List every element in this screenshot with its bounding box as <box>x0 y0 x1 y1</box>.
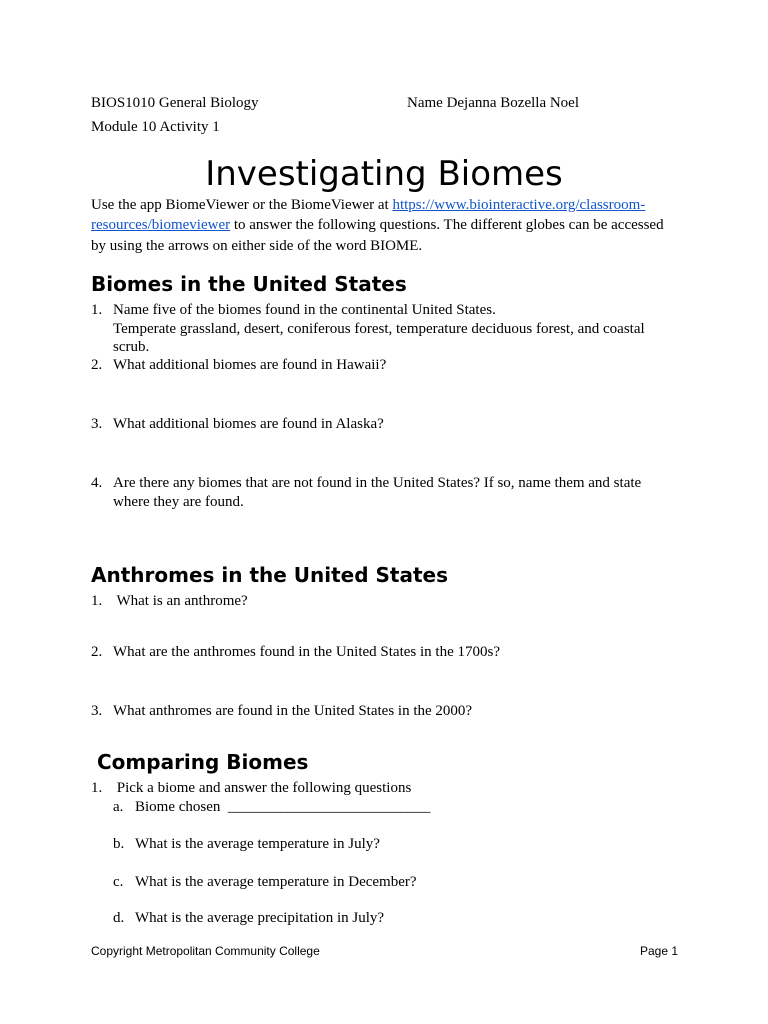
list-number: 1. <box>91 780 103 796</box>
question-text: Are there any biomes that are not found in the United States? If so, name them and state <box>113 475 642 491</box>
answer-text: Temperate grassland, desert, coniferous forest, temperature deciduous forest, and coastal <box>113 321 645 337</box>
question-text: What additional biomes are found in Alaska? <box>113 416 384 432</box>
list-number: 1. <box>91 593 103 609</box>
student-name: Name Dejanna Bozella Noel <box>407 95 580 111</box>
question-text: What is an anthrome? <box>113 593 248 609</box>
biomeviewer-link-cont[interactable]: resources/biomeviewer <box>91 217 231 233</box>
sub-question-text: What is the average temperature in December? <box>135 874 417 890</box>
list-number: 2. <box>91 357 103 373</box>
list-number: 1. <box>91 302 103 318</box>
intro-line-2 <box>91 216 681 235</box>
answer-text: scrub. <box>113 339 150 355</box>
footer-copyright: Copyright Metropolitan Community College <box>91 944 320 958</box>
list-number: 2. <box>91 644 103 660</box>
section-heading-comparing: Comparing Biomes <box>97 750 309 774</box>
question-text: What are the anthromes found in the United States in the 1700s? <box>113 644 500 660</box>
module-label: Module 10 Activity 1 <box>91 119 220 135</box>
sub-question-text: What is the average precipitation in July? <box>135 910 385 926</box>
sub-letter: a. <box>113 799 124 815</box>
section-heading-biomes: Biomes in the United States <box>91 272 407 296</box>
section-heading-anthromes: Anthromes in the United States <box>91 563 449 587</box>
sub-question-text: What is the average temperature in July? <box>135 836 380 852</box>
sub-question-text: Biome chosen ___________________________ <box>135 799 431 815</box>
sub-letter: b. <box>113 836 125 852</box>
question-text: What anthromes are found in the United States in the 2000? <box>113 703 473 719</box>
list-number: 4. <box>91 475 103 491</box>
intro-text: Use the app BiomeViewer or the BiomeViewer at <box>91 197 393 213</box>
footer-page-number: Page 1 <box>640 944 679 958</box>
list-number: 3. <box>91 416 103 432</box>
biomeviewer-link[interactable]: https://www.biointeractive.org/classroom- <box>392 197 646 213</box>
question-text: What additional biomes are found in Hawaii? <box>113 357 387 373</box>
list-number: 3. <box>91 703 103 719</box>
intro-line-1 <box>91 196 681 215</box>
intro-line-3: by using the arrows on either side of the word BIOME. <box>91 238 423 254</box>
sub-letter: c. <box>113 874 124 890</box>
question-text: Name five of the biomes found in the continental United States. <box>113 302 496 318</box>
intro-text-2: to answer the following questions. The different globes can be accessed <box>230 217 664 233</box>
page-title: Investigating Biomes <box>205 154 563 194</box>
question-text: where they are found. <box>113 494 244 510</box>
sub-letter: d. <box>113 910 125 926</box>
course-label: BIOS1010 General Biology <box>91 95 259 111</box>
question-text: Pick a biome and answer the following questions <box>113 780 412 796</box>
